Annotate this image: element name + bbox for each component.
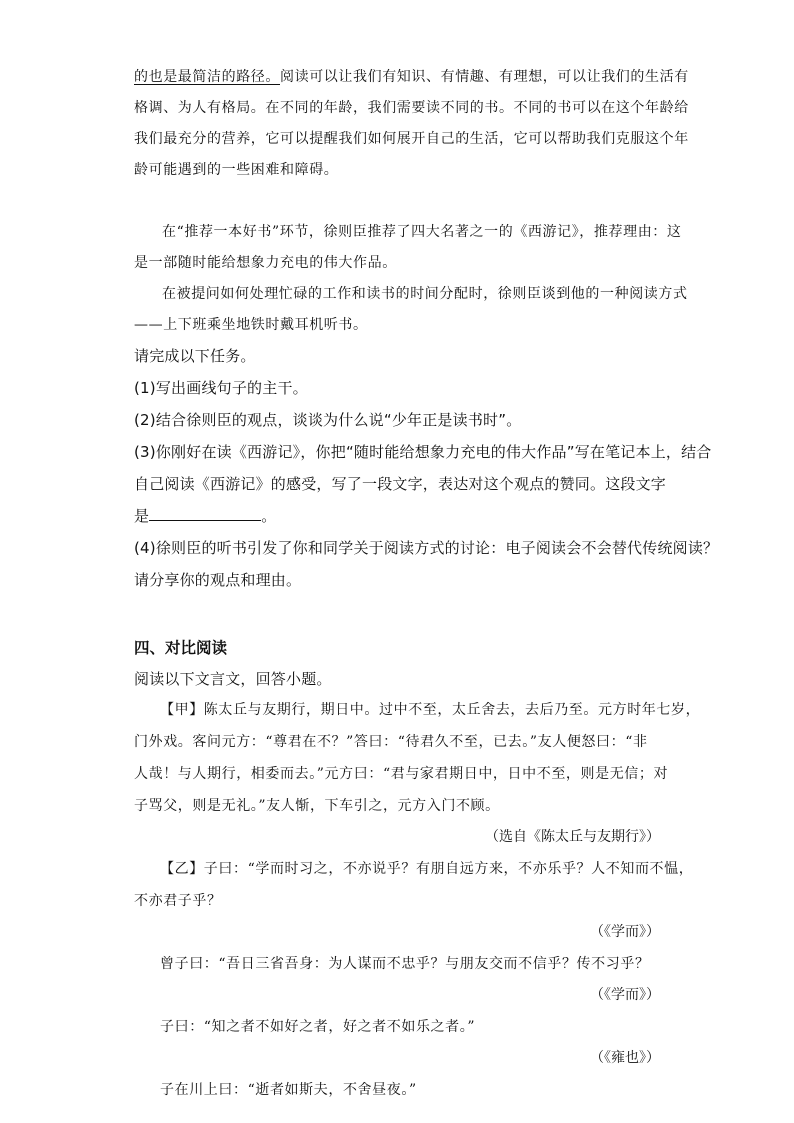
passage-para3-line-1: 在被提问如何处理忙碌的工作和读书的时间分配时，徐则臣谈到他的一种阅读方式 bbox=[162, 286, 688, 302]
section-instruction: 阅读以下文言文，回答小题。 bbox=[134, 670, 332, 688]
jia-line-4: 子骂父，则是无礼。”友人惭，下车引之，元方入门不顾。 bbox=[134, 798, 500, 814]
question-1: (1)写出画线句子的主干。 bbox=[134, 379, 308, 397]
yi-source-2: （《学而》） bbox=[590, 987, 660, 1003]
jia-source: （选自《陈太丘与友期行》） bbox=[485, 829, 660, 845]
question-3-line-1: (3)你刚好在读《西游记》，你把“随时能给想象力充电的伟大作品”写在笔记本上，结合 bbox=[134, 443, 712, 461]
yi-line-2: 不亦君子乎？ bbox=[134, 893, 222, 909]
question-4-line-1: (4)徐则臣的听书引发了你和同学关于阅读方式的讨论：电子阅读会不会替代传统阅读？ bbox=[134, 539, 719, 557]
question-4-line-2: 请分享你的观点和理由。 bbox=[134, 571, 302, 589]
yi-line-1: 【乙】子曰：“学而时习之，不亦说乎？有朋自远方来，不亦乐乎？人不知而不愠， bbox=[160, 861, 694, 877]
yi-line-4: 子曰：“知之者不如好之者，好之者不如乐之者。” bbox=[160, 1019, 476, 1035]
passage-line-4: 龄可能遇到的一些困难和障碍。 bbox=[134, 162, 339, 178]
passage-para3-line-2: ——上下班乘坐地铁时戴耳机听书。 bbox=[134, 317, 368, 333]
answer-blank[interactable] bbox=[149, 506, 261, 521]
passage-line-2: 格调、为人有格局。在不同的年龄，我们需要读不同的书。不同的书可以在这个年龄给 bbox=[134, 100, 689, 116]
question-3-prefix: 是 bbox=[134, 507, 150, 525]
jia-line-3: 人哉！与人期行，相委而去。”元方曰：“君与家君期日中，日中不至，则是无信；对 bbox=[134, 766, 669, 782]
question-3-line-3 bbox=[134, 505, 276, 526]
jia-line-1: 【甲】陈太丘与友期行，期日中。过中不至，太丘舍去，去后乃至。元方时年七岁， bbox=[160, 702, 701, 718]
passage-line-1 bbox=[134, 66, 689, 86]
section-heading: 四、对比阅读 bbox=[134, 639, 228, 657]
underlined-sentence: 的也是最简洁的路径。 bbox=[134, 69, 280, 85]
passage-para2-line-2: 是一部随时能给想象力充电的伟大作品。 bbox=[134, 255, 397, 271]
passage-line-3: 我们最充分的营养，它可以提醒我们如何展开自己的生活，它可以帮助我们克服这个年 bbox=[134, 131, 689, 147]
yi-source-1: （《学而》） bbox=[590, 924, 660, 940]
question-2: (2)结合徐则臣的观点，谈谈为什么说“少年正是读书时”。 bbox=[134, 411, 522, 429]
question-3-line-2: 自己阅读《西游记》的感受，写了一段文字，表达对这个观点的赞同。这段文字 bbox=[134, 475, 667, 493]
question-3-suffix: 。 bbox=[261, 507, 277, 525]
tasks-intro: 请完成以下任务。 bbox=[134, 347, 256, 365]
passage-line-1-rest: 阅读可以让我们有知识、有情趣、有理想，可以让我们的生活有 bbox=[280, 69, 689, 85]
yi-source-3: （《雍也》） bbox=[590, 1050, 660, 1066]
yi-line-3: 曾子曰：“吾日三省吾身：为人谋而不忠乎？与朋友交而不信乎？传不习乎？ bbox=[160, 956, 650, 972]
passage-para2-line-1: 在“推荐一本好书”环节，徐则臣推荐了四大名著之一的《西游记》，推荐理由：这 bbox=[162, 224, 682, 240]
yi-line-5: 子在川上曰：“逝者如斯夫，不舍昼夜。” bbox=[160, 1082, 417, 1098]
jia-line-2: 门外戏。客问元方：“尊君在不？”答曰：“待君久不至，已去。”友人便怒曰：“非 bbox=[134, 734, 648, 750]
